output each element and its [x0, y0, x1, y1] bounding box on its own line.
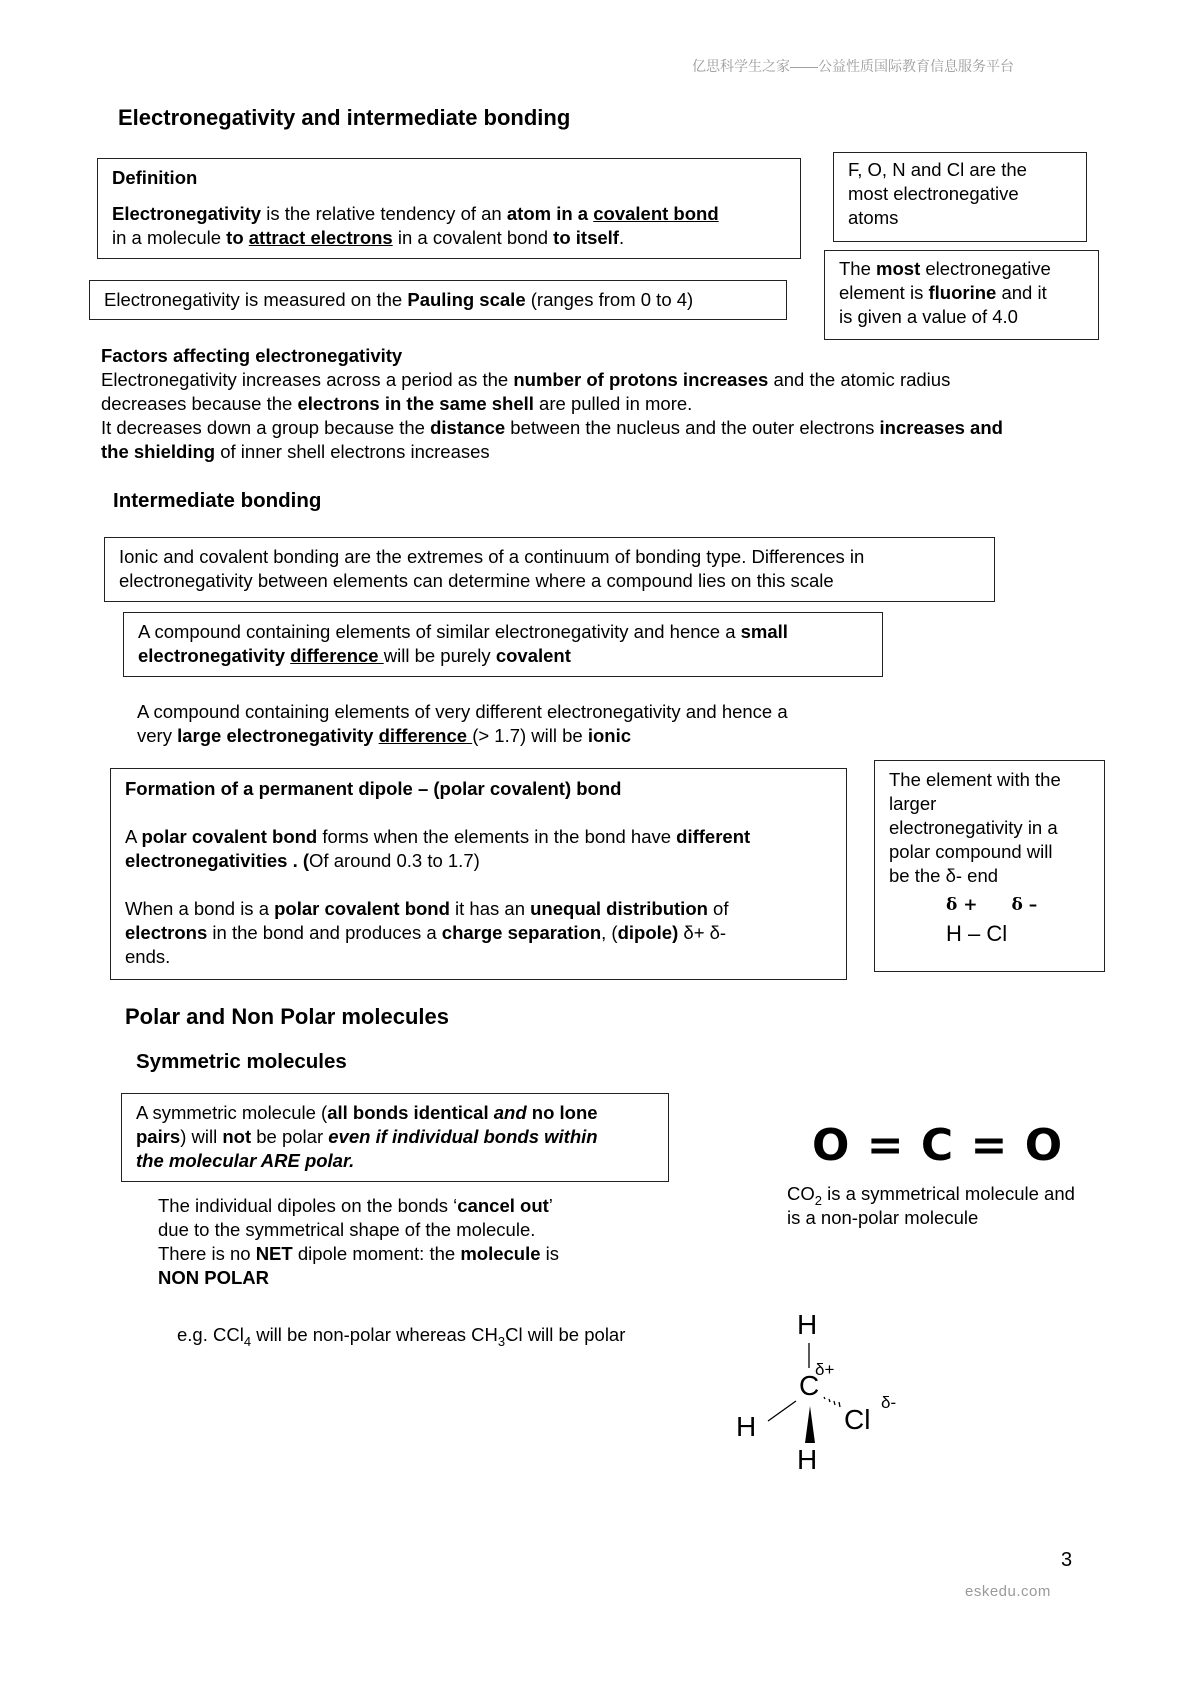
symmetric-line-1: A symmetric molecule (all bonds identical and no lone — [136, 1102, 598, 1123]
factors-line-4: the shielding of inner shell electrons increases — [101, 441, 490, 462]
ch3cl-structure — [730, 1305, 910, 1485]
dipole-p1-line-2: electronegativities . (Of around 0.3 to 1.7) — [125, 850, 480, 871]
hcl-delta-labels — [889, 893, 1090, 917]
pauling-line: Electronegativity is measured on the Pauling scale (ranges from 0 to 4) — [104, 289, 694, 310]
cancel-line-4: NON POLAR — [158, 1267, 269, 1288]
side-box-2-line-2: element is fluorine and it — [839, 282, 1047, 303]
symmetric-line-3: the molecular ARE polar. — [136, 1150, 355, 1171]
header-site-text: 亿思科学生之家——公益性质国际教育信息服务平台 — [692, 58, 1014, 74]
side-box-most-electronegative-atoms — [833, 152, 1087, 242]
example-line: e.g. CCl$_4$ will be non-polar whereas $CH_3Cl$ will be polar — [177, 1324, 626, 1349]
definition-box — [97, 158, 801, 259]
co2-formula: O = C = O — [812, 1120, 1064, 1171]
factors-line-2: decreases because the electrons in the same shell are pulled in more. — [101, 393, 693, 414]
definition-heading: Definition — [112, 167, 198, 188]
atom-c: C — [799, 1370, 820, 1401]
cancel-line-1: The individual dipoles on the bonds ‘cancel out’ — [158, 1195, 553, 1216]
atom-cl: Cl — [844, 1404, 871, 1435]
side-box-2-line-1: The most electronegative — [839, 258, 1051, 279]
delta-minus-label: δ – — [1011, 895, 1038, 915]
side-box-fluorine — [824, 250, 1099, 340]
symmetric-subheading: Symmetric molecules — [136, 1050, 347, 1073]
delta-plus-label: δ + — [946, 895, 978, 915]
factors-line-1: Electronegativity increases across a period as the number of protons increases and the atomic radius — [101, 369, 951, 390]
covalent-box — [123, 612, 883, 677]
dipole-p2-line-1: When a bond is a polar covalent bond it has an unequal distribution of — [125, 898, 729, 919]
page-title: Electronegativity and intermediate bonding — [118, 105, 571, 130]
polar-section-heading: Polar and Non Polar molecules — [125, 1004, 449, 1029]
continuum-line-1: Ionic and covalent bonding are the extremes of a continuum of bonding type. Differences in — [119, 546, 865, 567]
side-box-2-line-3: is given a value of 4.0 — [839, 306, 1018, 327]
cancel-out-paragraph — [158, 1194, 638, 1290]
atom-h-top: H — [797, 1309, 818, 1340]
dipole-p2-line-3: ends. — [125, 946, 171, 967]
pauling-scale-box — [89, 280, 787, 320]
cancel-line-2: due to the symmetrical shape of the molecule. — [158, 1219, 536, 1240]
ionic-line-2: very large electronegativity difference (> 1.7) will be ionic — [137, 725, 632, 746]
dipole-side-line-4: polar compound will — [889, 841, 1053, 862]
intermediate-bonding-heading: Intermediate bonding — [113, 489, 322, 512]
continuum-line-2: electronegativity between elements can determine where a compound lies on this scale — [119, 570, 834, 591]
side-box-1-line-1: F, O, N and Cl are the — [848, 159, 1027, 180]
hcl-formula: H – Cl — [946, 921, 1008, 946]
bond-c-cl-hash — [824, 1397, 840, 1407]
factors-heading: Factors affecting electronegativity — [101, 345, 403, 366]
ionic-paragraph — [137, 700, 897, 748]
page-number: 3 — [1061, 1549, 1073, 1571]
ionic-line-1: A compound containing elements of very different electronegativity and hence a — [137, 701, 788, 722]
dipole-side-line-3: electronegativity in a — [889, 817, 1058, 838]
factors-section — [101, 344, 1101, 464]
co2-caption-line-2: is a non-polar molecule — [787, 1207, 979, 1228]
co2-caption — [787, 1182, 1117, 1230]
dipole-p2-line-2: electrons in the bond and produces a charge separation, (dipole) δ+ δ- — [125, 922, 727, 943]
footer-site: eskedu.com — [965, 1583, 1051, 1600]
bond-c-h-left — [768, 1401, 796, 1421]
definition-line-2: in a molecule to attract electrons in a covalent bond to itself. — [112, 227, 625, 248]
continuum-box — [104, 537, 995, 602]
dipole-box — [110, 768, 847, 980]
dipole-side-box — [874, 760, 1105, 972]
dipole-side-line-1: The element with the — [889, 769, 1061, 790]
factors-line-3: It decreases down a group because the distance between the nucleus and the outer electrons increases and — [101, 417, 1003, 438]
dipole-side-line-5: be the δ- end — [889, 865, 999, 886]
delta-plus-c: δ+ — [815, 1360, 835, 1379]
side-box-1-line-2: most electronegative — [848, 183, 1019, 204]
co2-caption-line-1: $CO_2$ is a symmetrical molecule and — [787, 1183, 1075, 1208]
cancel-line-3: There is no NET dipole moment: the molecule is — [158, 1243, 560, 1264]
symmetric-box — [121, 1093, 669, 1182]
dipole-side-line-2: larger — [889, 793, 937, 814]
atom-h-left: H — [736, 1411, 757, 1442]
dipole-p1-line-1: A polar covalent bond forms when the elements in the bond have different — [125, 826, 751, 847]
covalent-line-1: A compound containing elements of similar electronegativity and hence a small — [138, 621, 788, 642]
dipole-heading: Formation of a permanent dipole – (polar covalent) bond — [125, 778, 622, 799]
definition-line-1: Electronegativity is the relative tendency of an atom in a covalent bond — [112, 203, 719, 224]
atom-h-bottom: H — [797, 1444, 818, 1475]
delta-minus-cl: δ- — [881, 1393, 897, 1412]
symmetric-line-2: pairs) will not be polar even if individual bonds within — [136, 1126, 598, 1147]
covalent-line-2: electronegativity difference will be purely covalent — [138, 645, 571, 666]
side-box-1-line-3: atoms — [848, 207, 899, 228]
bond-c-h-wedge — [805, 1406, 815, 1443]
